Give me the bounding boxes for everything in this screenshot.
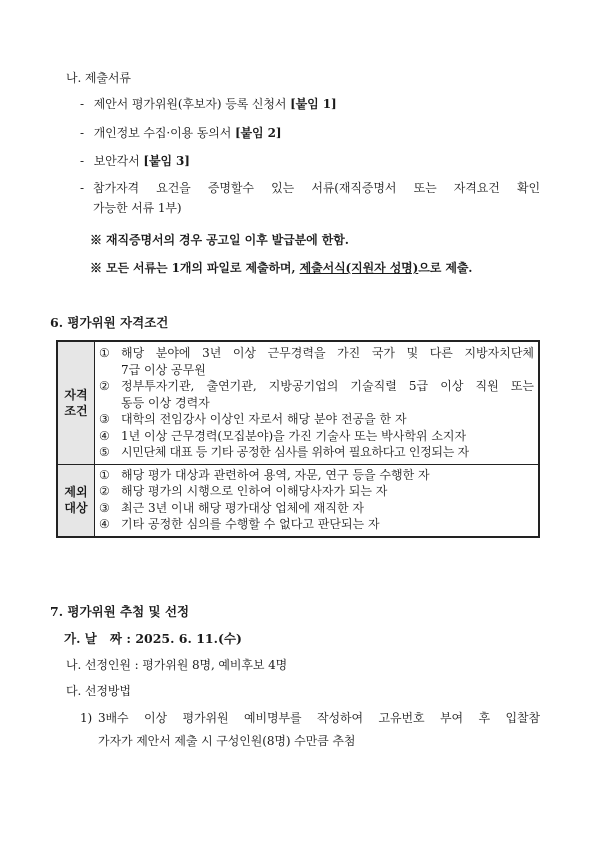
submit-doc-item: - 개인정보 수집·이용 동의서 [붙임 2] xyxy=(80,126,282,140)
qualification-item: ④ 1년 이상 근무경력(모집분야)을 가진 기술사 또는 박사학위 소지자 xyxy=(99,428,467,443)
selection-date: 가. 날 짜 : 2025. 6. 11.(수) xyxy=(64,631,242,646)
exclusion-item: ② 해당 평가의 시행으로 인하여 이해당사자가 되는 자 xyxy=(99,484,388,498)
submit-doc-item: - 제안서 평가위원(후보자) 등록 신청서 [붙임 1] xyxy=(80,97,337,111)
exclusion-list xyxy=(95,464,540,537)
qualification-label: 자격 조건 xyxy=(57,341,95,464)
section-6-title: 6. 평가위원 자격조건 xyxy=(50,315,169,330)
exclusion-item: ① 해당 평가 대상과 관련하여 용역, 자문, 연구 등을 수행한 자 xyxy=(99,467,430,482)
selection-method-heading: 다. 선정방법 xyxy=(66,684,131,698)
section-7-title: 7. 평가위원 추첨 및 선정 xyxy=(50,604,190,619)
exclusion-item: ④ 기타 공정한 심의를 수행할 수 없다고 판단되는 자 xyxy=(99,517,380,531)
qualification-list xyxy=(95,341,540,464)
submit-doc-item: - 보안각서 [붙임 3] xyxy=(80,154,190,168)
note-single-file: ※ 모든 서류는 1개의 파일로 제출하며, 제출서식(지원자 성명)으로 제출. xyxy=(90,261,473,275)
submit-doc-item: - 참가자격 요건을 증명할수 있는 서류(재직증명서 또는 자격요건 확인 가능한 서류 1부) xyxy=(80,181,540,215)
qualification-item: ② 정부투자기관, 출연기관, 지방공기업의 기술직렬 5급 이상 직원 또는 동등 이상 경력자 xyxy=(99,379,534,410)
note-employment-cert: ※ 재직증명서의 경우 공고일 이후 발급분에 한함. xyxy=(90,233,349,247)
criteria-table xyxy=(56,340,540,538)
qualification-item: ③ 대학의 전임강사 이상인 자로서 해당 분야 전공을 한 자 xyxy=(99,412,407,426)
selection-method-item: 1) 3배수 이상 평가위원 예비명부를 작성하여 고유번호 부여 후 입찰참 가자가 제안서 제출 시 구성인원(8명) 수만큼 추첨 xyxy=(80,711,540,748)
selection-headcount: 나. 선정인원 : 평가위원 8명, 예비후보 4명 xyxy=(66,658,288,672)
qualification-item: ⑤ 시민단체 대표 등 기타 공정한 심사를 위하여 필요하다고 인정되는 자 xyxy=(99,445,469,459)
qualification-item: ① 해당 분야에 3년 이상 근무경력을 가진 국가 및 다른 지방자치단체 7급 이상 공무원 xyxy=(99,346,534,377)
note-filename-format: 제출서식(지원자 성명) xyxy=(299,261,419,275)
exclusion-label: 제외 대상 xyxy=(57,464,95,537)
submit-docs-heading: 나. 제출서류 xyxy=(66,71,131,85)
exclusion-item: ③ 최근 3년 이내 해당 평가대상 업체에 재직한 자 xyxy=(99,500,364,515)
